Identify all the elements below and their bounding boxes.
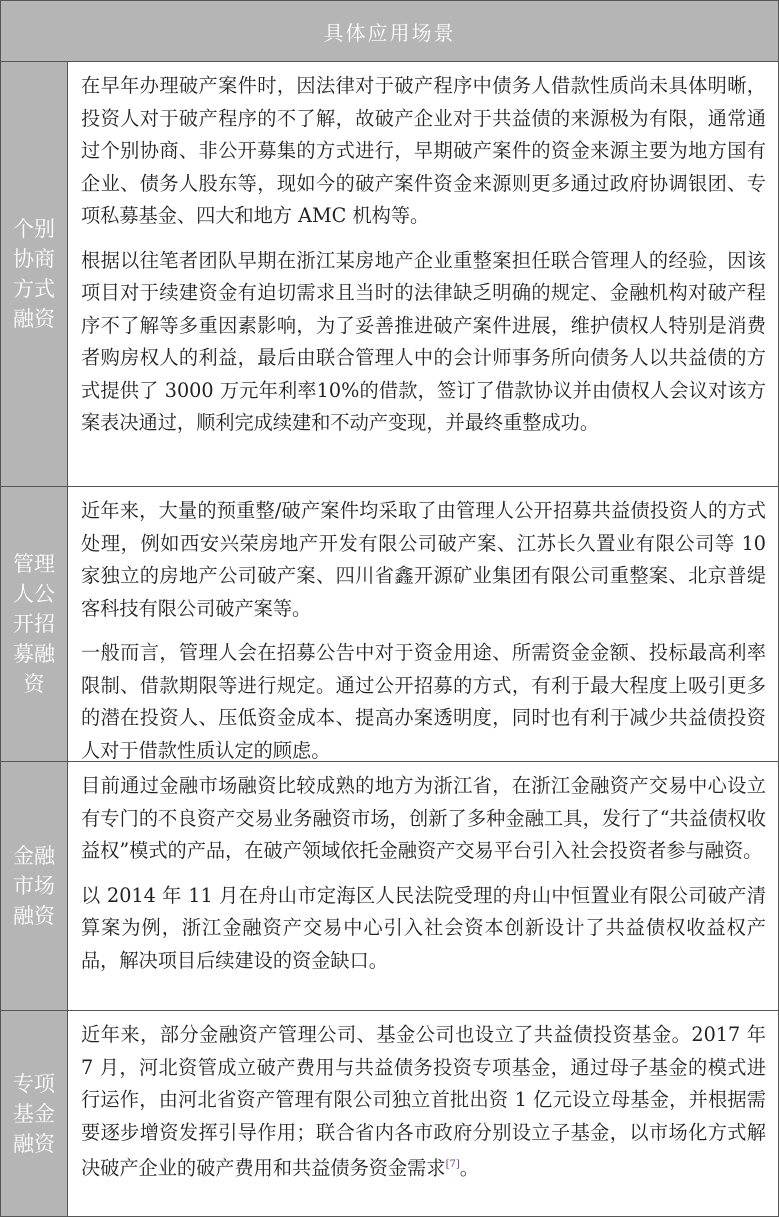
paragraph: 目前通过金融市场融资比较成熟的地方为浙江省，在浙江金融资产交易中心设立有专门的不良资产交易业务融资市场，创新了多种金融工具，发行了“共益债权收益权”模式的产品，在破产领域依托金融资产交易平台引入社会投资者参与融资。 bbox=[81, 774, 766, 862]
paragraph: 在早年办理破产案件时，因法律对于破产程序中债务人借款性质尚未具体明晰，投资人对于破产程序的不了解，故破产企业对于共益债的来源极为有限，通常通过个别协商、非公开募集的方式进行，早期破产案件的资金来源主要为地方国有企业、债务人股东等，现如今的破产案件资金来源则更多通过政府协调银团、专项私募基金、四大和地方 AMC 机构等。 bbox=[81, 74, 766, 227]
table-header bbox=[1, 1, 778, 62]
paragraph-text: 近年来，部分金融资产管理公司、基金公司也设立了共益债投资基金。2017 年 7 月，河北资管成立破产费用与共益债务投资专项基金，通过母子基金的模式进行运作，由河北省资产管理有限公司独立首批出资 1 亿元设立母基金，并根据需要逐步增资发挥引导作用；联合省内各市政府分别设立子基金，以市场化方式解决破产企业的破产费用和共益债务资金需求 bbox=[81, 1023, 766, 1180]
paragraph: 以 2014 年 11 月在舟山市定海区人民法院受理的舟山中恒置业有限公司破产清算案为例，浙江金融资产交易中心引入社会资本创新设计了共益债权收益权产品，解决项目后续建设的资金缺口。 bbox=[81, 883, 766, 972]
row-label: 金融市场融资 bbox=[13, 844, 55, 928]
paragraph: 一般而言，管理人会在招募公告中对于资金用途、所需资金金额、投标最高利率限制、借款期限等进行规定。通过公开招募的方式，有利于最大程度上吸引更多的潜在投资人、压低资金成本、提高办案透明度，同时也有利于减少共益债投资人对于借款性质认定的顾虑。 bbox=[81, 641, 766, 762]
row-label-cell bbox=[1, 487, 68, 761]
row-label-cell bbox=[1, 62, 68, 486]
row-label: 专项基金融资 bbox=[13, 1071, 55, 1156]
row-content bbox=[69, 762, 778, 1010]
row-label: 管理人公开招募融资 bbox=[13, 552, 55, 696]
row-label-cell bbox=[1, 1011, 68, 1216]
row-financial-market bbox=[1, 762, 778, 1011]
paragraph-tail: 。 bbox=[459, 1156, 479, 1180]
paragraph bbox=[81, 1019, 766, 1185]
row-individual-negotiation bbox=[1, 62, 778, 487]
paragraph: 近年来，大量的预重整/破产案件均采取了由管理人公开招募共益债投资人的方式处理，例如西安兴荣房地产开发有限公司破产案、江苏长久置业有限公司等 10 家独立的房地产公司破产案、四川省鑫开源矿业集团有限公司重整案、北京普缇客科技有限公司破产案等。 bbox=[81, 499, 766, 620]
row-content bbox=[69, 487, 778, 761]
row-administrator-public-recruitment bbox=[1, 487, 778, 762]
header-title: 具体应用场景 bbox=[323, 20, 456, 45]
row-content bbox=[69, 62, 778, 486]
row-label: 个别协商方式融资 bbox=[13, 217, 55, 331]
row-label-cell bbox=[1, 762, 68, 1010]
footnote-reference[interactable]: [7] bbox=[445, 1159, 460, 1170]
row-special-fund bbox=[1, 1011, 778, 1216]
row-content bbox=[69, 1011, 778, 1216]
paragraph: 根据以往笔者团队早期在浙江某房地产企业重整案担任联合管理人的经验，因该项目对于续建资金有迫切需求且当时的法律缺乏明确的规定、金融机构对破产程序不了解等多重因素影响，为了妥善推进破产案件进展，维护债权人特别是消费者购房权人的利益，最后由联合管理人中的会计师事务所向债务人以共益债的方式提供了 3000 万元年利率10%的借款，签订了借款协议并由债权人会议对该方案表决通过，顺利完成续建和不动产变现，并最终重整成功。 bbox=[81, 248, 766, 434]
